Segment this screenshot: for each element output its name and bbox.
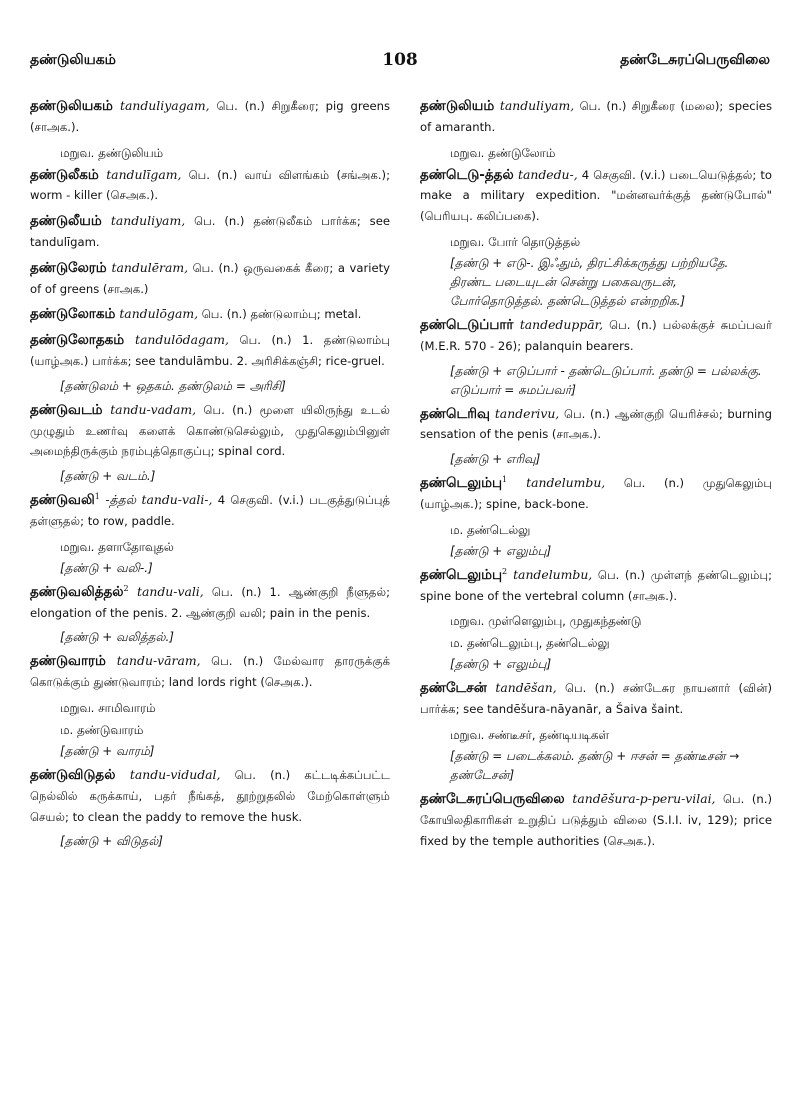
entry-headword: தண்டுவலி [30,492,95,509]
running-head [30,52,770,80]
dictionary-entry [420,165,772,227]
dictionary-entry [30,651,390,693]
dictionary-entry [30,96,390,138]
entry-transliteration: tandelumbu, [526,475,606,491]
entry-etymology: [தண்டு + எரிவு] [450,452,541,467]
entry-definition: பெ. (n.) பல்லக்குச் சுமப்பவர் (M.E.R. 570 - 26); palanquin bearers. [420,317,772,353]
homonym-number: 2 [123,583,129,593]
entry-definition: பெ. (n.) கட்டடிக்கப்பட்ட நெல்லில் கருக்காய், பதர் நீங்கத், தூற்றுதலில் மேற்கொள்ளும் செயல்; to clean the paddy to remove the husk. [30,767,390,824]
left-column [30,96,390,855]
dictionary-entry [420,473,772,515]
entry-definition: பெ. (n.) மேல்வார தாரருக்குக் கொடுக்கும் துண்டுவாரம்; land lords right (செஅக.). [30,654,390,690]
entry-transliteration: tandelumbu, [513,566,593,582]
entry-headword: தண்டெரிவு [420,405,490,422]
entry-definition: பெ. (n.) சிறுகீரை; pig greens (சாஅக.). [30,99,390,134]
entry-headword: தண்டெலும்பு [420,475,503,492]
header-left-guideword: தண்டுலியகம் [30,52,116,68]
entry-variant: மறுவ. முள்ளெலும்பு, முதுகந்தண்டு [450,614,642,629]
entry-headword: தண்டுவிடுதல் [30,766,116,783]
entry-etymology: [தண்டு = படைக்கலம். தண்டு + ஈசன் = தண்டீசன் → தண்டேசன்] [450,748,740,782]
entry-etymology: [தண்டு + வடம்.] [60,469,156,484]
dictionary-entry [30,400,390,462]
entry-variant: மறுவ. தளாதோவுதல் [60,539,174,554]
entry-definition: பெ. (n.) ஒருவகைக் கீரை; a variety of of greens (சாஅக.) [30,260,390,296]
entry-definition: பெ. (n.) முதுகெலும்பு (யாழ்அக.); spine, back-bone. [420,476,772,511]
entry-variant: மறுவ. போர் தொடுத்தல் [450,234,581,249]
entry-headword: தண்டுலேரம் [30,259,107,276]
homonym-number: 1 [502,475,508,485]
entry-definition: பெ. (n.) சிறுகீரை (மலை); species of amaranth. [420,99,772,134]
entry-variant: ம. தண்டெல்லு [450,522,531,537]
dictionary-entry [420,315,772,357]
entry-transliteration: tanduliyam, [110,213,186,229]
entry-definition: பெ. (n.) தண்டுலாம்பு; metal. [198,307,362,322]
entry-headword: தண்டுலீகம் [30,166,99,183]
entry-etymology: [தண்டு + வலி-.] [60,560,153,575]
entry-etymology: [தண்டு + எலும்பு] [450,543,552,558]
entry-transliteration: -த்தல் tandu-vali-, [105,492,213,508]
dictionary-entry [420,678,772,720]
entry-definition: பெ. (n.) 1. ஆண்குறி நீளுதல்; elongation of the penis. 2. ஆண்குறி வலி; pain in the penis. [30,584,390,620]
dictionary-entry [420,96,772,138]
entry-etymology: [தண்டு + விடுதல்] [60,834,163,849]
entry-etymology: [தண்டு + எலும்பு] [450,657,552,672]
entry-definition: 4 செகுவி. (v.i.) படகுத்துடுப்புத் தள்ளுதல்; to row, paddle. [30,493,391,528]
dictionary-entry [30,304,390,325]
entry-definition: பெ. (n.) முள்ளந் தண்டெலும்பு; spine bone of the vertebral column (சாஅக.). [420,567,772,603]
entry-headword: தண்டேசன் [420,680,487,697]
entry-variant: ம. தண்டுவாரம் [60,722,144,737]
entry-transliteration: tandēšan, [495,680,557,696]
entry-etymology: [தண்டுலம் + ஒதகம். தண்டுலம் = அரிசி] [60,378,286,393]
entry-transliteration: tandu-vali, [137,583,204,599]
entry-headword: தண்டுலோதகம் [30,332,125,349]
entry-transliteration: tanduliyagam, [120,98,210,113]
dictionary-entry [30,211,390,253]
dictionary-entry [420,789,772,851]
right-column [420,96,772,856]
entry-headword: தண்டுலீயம் [30,213,102,230]
entry-etymology: [தண்டு + வாரம்] [60,743,155,758]
entry-transliteration: tandedu-, [518,166,578,182]
dictionary-entry [30,765,390,827]
dictionary-entry [30,258,390,300]
header-right-guideword: தண்டேசுரப்பெருவிலை [620,52,770,68]
entry-headword: தண்டுலியம் [420,98,495,114]
dictionary-entry [30,330,390,372]
entry-headword: தண்டுலோகம் [30,306,116,323]
page-number: 108 [382,50,418,70]
entry-transliteration: tandēšura-p-peru-vilai, [572,790,716,806]
entry-transliteration: tanderivu, [494,405,560,421]
entry-definition: பெ. (n.) தண்டுலீகம் பார்க்க; see tandulīgam. [30,214,390,249]
entry-headword: தண்டெடுப்பார் [420,316,514,333]
entry-variant: மறுவ. தண்டுலோம் [450,145,556,160]
entry-variant: ம. தண்டெலும்பு, தண்டெல்லு [450,636,610,651]
entry-definition: பெ. (n.) சண்டேசுர நாயனார் (வின்) பார்க்க; see tandēšura-nāyanār, a Šaiva šaint. [420,681,772,717]
entry-headword: தண்டுலியகம் [30,98,113,114]
entry-headword: தண்டுவாரம் [30,653,106,670]
entry-transliteration: tandu-vadam, [110,401,197,417]
homonym-number: 2 [502,566,508,576]
dictionary-entry [30,582,390,624]
entry-transliteration: tandulēram, [111,259,189,275]
dictionary-entry [420,404,772,446]
entry-transliteration: tanduliyam, [499,98,575,113]
entry-transliteration: tandu-vāram, [116,653,201,669]
entry-variant: மறுவ. தண்டுலியம் [60,145,163,160]
dictionary-entry [420,565,772,607]
entry-headword: தண்டுவலித்தல் [30,583,124,600]
entry-transliteration: tandulōdagam, [134,332,229,348]
entry-variant: மறுவ. சண்டீசர், தண்டியடிகள் [450,727,610,742]
entry-definition: பெ. (n.) மூளை யிலிருந்து உடல் முழுதும் உணர்வு களைக் கொண்டுசெல்லும், முதுகெலும்பினுள் அமைந்திருக்கும் நரம்புத்தொகுப்பு; spinal cord. [30,402,390,459]
dictionary-entry [30,490,390,532]
entry-etymology: [தண்டு + வலித்தல்.] [60,630,174,645]
entry-transliteration: tandu-vidudal, [129,766,221,782]
entry-headword: தண்டெடு-த்தல் [420,166,514,183]
entry-definition: 4 செகுவி. (v.i.) படையெடுத்தல்; to make a military expedition. "மன்னவர்க்குத் தண்டுபோல்" (பெரியபு. கலிப்பகை). [420,167,772,224]
entry-definition: பெ. (n.) 1. தண்டுலாம்பு (யாழ்அக.) பார்க்க; see tandulāmbu. 2. அரிசிக்கஞ்சி; rice-gruel. [30,333,390,368]
entry-transliteration: tandeduppār, [519,316,604,332]
entry-definition: பெ. (n.) ஆண்குறி யெரிச்சல்; burning sensation of the penis (சாஅக.). [420,406,772,442]
dictionary-entry [30,165,390,207]
entry-transliteration: tandulōgam, [119,306,199,322]
entry-headword: தண்டேசுரப்பெருவிலை [420,790,565,807]
entry-definition: பெ. (n.) கோயிலதிகாரிகள் உறுதிப் படுத்தும் விலை (S.I.I. iv, 129); price fixed by the temple authorities (செஅக.). [420,791,772,848]
entry-etymology: [தண்டு + எடு-. இஃதும், திரட்சிக்கருத்து பற்றியதே. திரண்ட படையுடன் சென்று பகைவருடன், போர்தொடுத்தல். தண்டெடுத்தல் என்றறிக.] [450,255,729,308]
homonym-number: 1 [94,492,100,502]
entry-headword: தண்டெலும்பு [420,566,503,583]
entry-transliteration: tandulīgam, [106,166,182,182]
entry-definition: பெ. (n.) வாய் விளங்கம் (சங்அக.); worm - killer (செஅக.). [30,167,390,203]
entry-variant: மறுவ. சாமிவாரம் [60,700,156,715]
entry-etymology: [தண்டு + எடுப்பார் - தண்டெடுப்பார். தண்டு = பல்லக்கு. எடுப்பார் = சுமப்பவர்] [450,363,762,397]
entry-headword: தண்டுவடம் [30,401,103,418]
